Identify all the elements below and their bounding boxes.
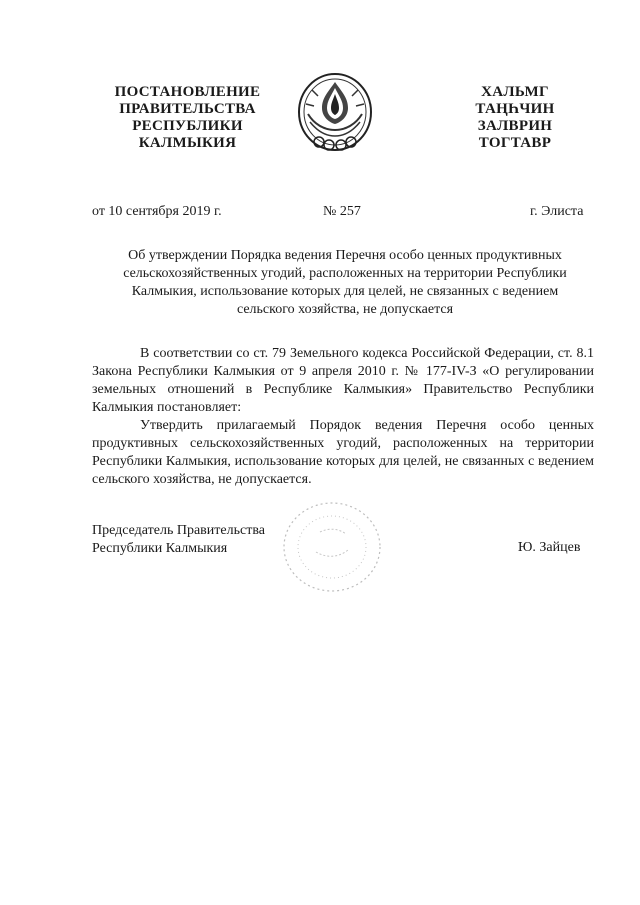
header-left-title — [95, 84, 280, 152]
title-line: сельскохозяйственных угодий, расположенных на территории Республики — [123, 266, 567, 281]
document-city: г. Элиста — [530, 204, 584, 219]
signatory-name: Ю. Зайцев — [518, 540, 581, 555]
header-right-line: ТАҢҺЧИН — [475, 101, 555, 117]
document-date: от 10 сентября 2019 г. — [92, 204, 222, 219]
official-seal-stamp-icon — [272, 492, 392, 602]
title-line: сельского хозяйства, не допускается — [236, 302, 454, 317]
header-left-line: ПОСТАНОВЛЕНИЕ — [114, 84, 261, 100]
kalmykia-coat-of-arms-icon — [292, 68, 378, 160]
document-title — [95, 247, 595, 319]
header-left-line: ПРАВИТЕЛЬСТВА — [119, 101, 256, 117]
header-right-line: ЗАЛВРИН — [477, 118, 553, 134]
position-line: Республики Калмыкия — [92, 541, 228, 556]
header-right-line: ТОГТАВР — [478, 135, 552, 151]
document-body — [92, 345, 594, 489]
title-line: Об утверждении Порядка ведения Перечня особо ценных продуктивных — [128, 248, 562, 263]
header-left-line: КАЛМЫКИЯ — [138, 135, 237, 151]
header-right-line: ХАЛЬМГ — [481, 84, 549, 100]
signatory-position — [92, 522, 265, 558]
title-line: Калмыкия, использование которых для целей, не связанных с ведением — [131, 284, 559, 299]
preamble-paragraph: В соответствии со ст. 79 Земельного кодекса Российской Федерации, ст. 8.1 Закона Республики Калмыкия от 9 апреля 2010 г. № 177-IV-З «О регулировании земельных отношений в Республике Калмыкия» Правительство Республики Калмыкия постановляет: — [92, 346, 594, 415]
document-number: № 257 — [323, 204, 361, 219]
header-left-line: РЕСПУБЛИКИ — [132, 118, 243, 134]
header-right-title — [455, 84, 575, 152]
resolution-paragraph: Утвердить прилагаемый Порядок ведения Перечня особо ценных продуктивных сельскохозяйственных угодий, расположенных на территории Республики Калмыкия, использование которых для целей, не связанных с ведением сельского хозяйства, не допускается. — [92, 418, 594, 487]
position-line: Председатель Правительства — [92, 523, 265, 538]
